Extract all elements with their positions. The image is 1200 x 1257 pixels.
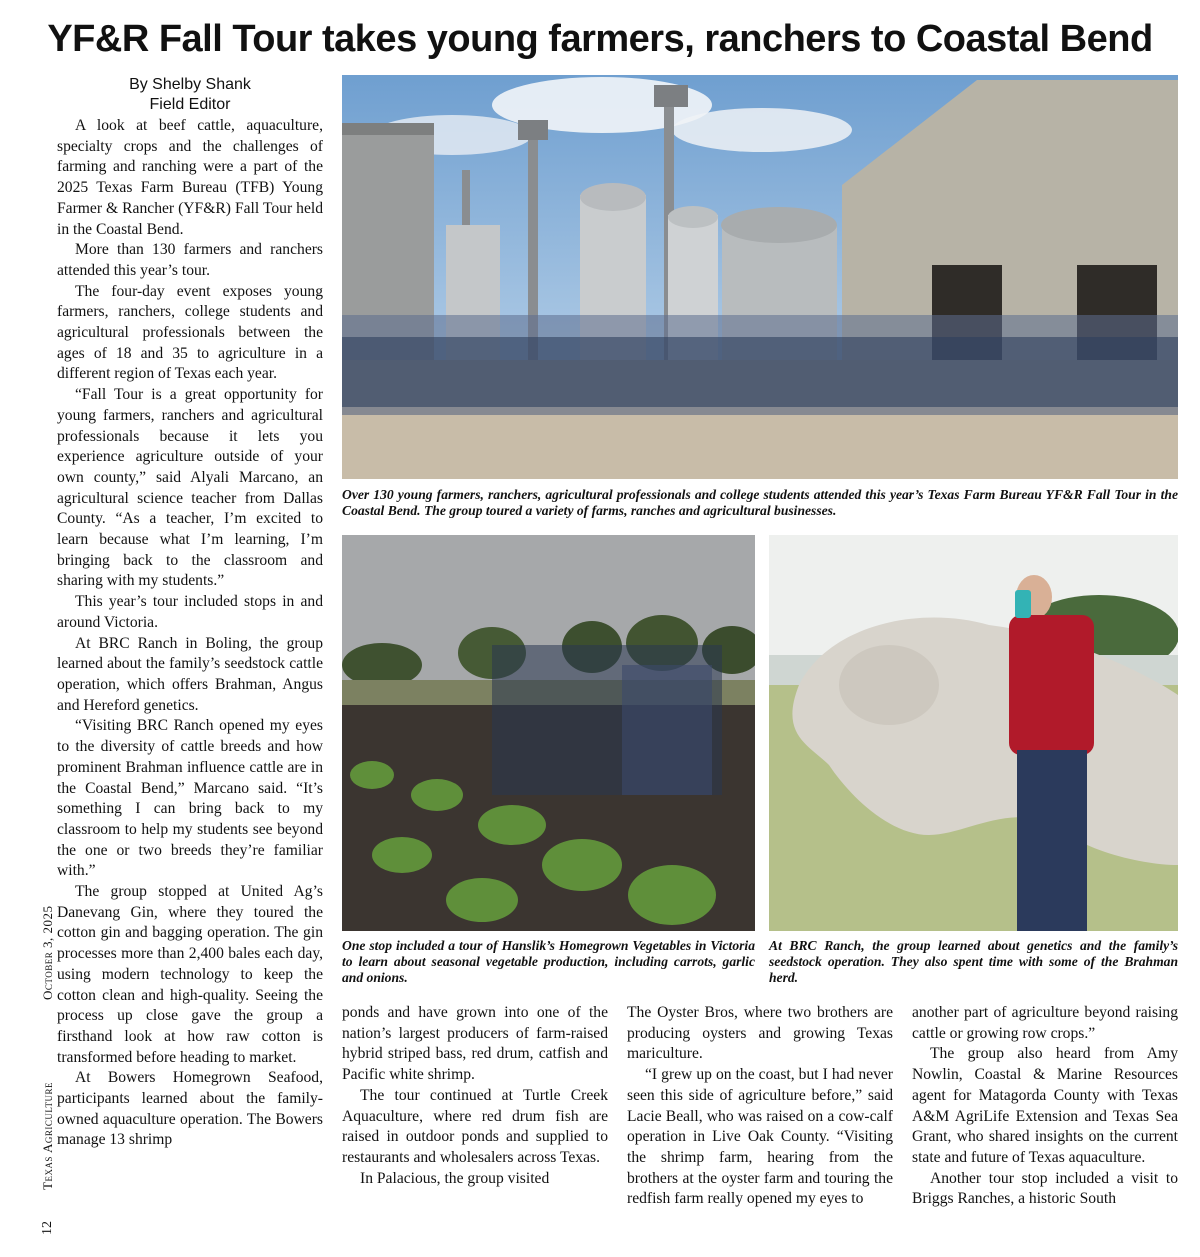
paragraph: The Oyster Bros, where two brothers are producing oysters and growing Texas mariculture. [627,1004,893,1063]
paragraph: “Fall Tour is a great opportunity for young farmers, ranchers and agricultural professionals because it lets you experience agriculture outside of your own county,” said Alyali Marcano, an agricultural science teacher from Dallas County. “As a teacher, I’m excited to learn because what I’m learning, I’m bringing back to the classroom and sharing with my students.” [57,386,323,590]
article-column-4 [912,1003,1178,1231]
vegetable-photo-caption: One stop included a tour of Hanslik’s Homegrown Vegetables in Victoria to learn about seasonal vegetable production, including carrots, garlic and onions. [342,938,755,985]
page-folio [40,900,56,1235]
paragraph: At Bowers Homegrown Seafood, participants learned about the family-owned aquaculture operation. The Bowers manage 13 shrimp [57,1069,323,1149]
paragraph: At BRC Ranch in Boling, the group learned about the family’s seedstock cattle operation, which offers Brahman, Angus and Hereford genetics. [57,634,323,714]
paragraph: The group also heard from Amy Nowlin, Coastal & Marine Resources agent for Matagorda County with Texas A&M AgriLife Extension and Texas Sea Grant, who shared insights on the current state and future of Texas aquaculture. [912,1045,1178,1166]
article-headline: YF&R Fall Tour takes young farmers, ranchers to Coastal Bend [47,18,1153,60]
vegetable-field-photo [342,535,755,931]
paragraph: Another tour stop included a visit to Briggs Ranches, a historic South [912,1169,1178,1208]
page-number: 12 [40,1221,55,1235]
paragraph: The tour continued at Turtle Creek Aquaculture, where red drum fish are raised in outdoor ponds and supplied to restaurants and wholesalers across Texas. [342,1086,608,1166]
paragraph: In Palacious, the group visited [360,1169,550,1187]
paragraph: The four-day event exposes young farmers, ranchers, college students and agricultural professionals between the ages of 18 and 35 to agriculture in a different region of Texas each year. [57,282,323,383]
paragraph: another part of agriculture beyond raising cattle or growing row crops.” [912,1004,1178,1042]
byline [57,75,323,115]
byline-title: Field Editor [149,96,231,113]
paragraph: This year’s tour included stops in and around Victoria. [57,593,323,631]
article-column-2 [342,1003,608,1231]
paragraph: A look at beef cattle, aquaculture, specialty crops and the challenges of farming and ranching were a part of the 2025 Texas Farm Bureau (TFB) Young Farmer & Rancher (YF&R) Fall Tour held in the Coastal Bend. [57,117,323,238]
publication-name: Texas Agriculture [40,1081,55,1190]
paragraph: ponds and have grown into one of the nation’s largest producers of farm-raised hybrid striped bass, red drum, catfish and Pacific white shrimp. [342,1004,608,1084]
paragraph: More than 130 farmers and ranchers attended this year’s tour. [57,241,323,279]
paragraph: “I grew up on the coast, but I had never seen this side of agriculture before,” said Lacie Beall, who was raised on a cow-calf operation in Live Oak County. “Visiting the shrimp farm, hearing from the brothers at the oyster farm and touring the redfish farm really opened my eyes to [627,1066,893,1208]
article-column-1 [57,116,323,1232]
group-photo [342,75,1178,479]
issue-date: October 3, 2025 [40,905,55,1000]
byline-author: By Shelby Shank [129,76,251,93]
article-column-3 [627,1003,893,1231]
paragraph: The group stopped at United Ag’s Danevang Gin, where they toured the cotton gin and bagging operation. The gin processes more than 2,400 bales each day, using modern technology to keep the cotton clean and high-quality. Seeing the process up close gave the group a firsthand look at how raw cotton is transformed before heading to market. [57,883,323,1066]
paragraph: “Visiting BRC Ranch opened my eyes to the diversity of cattle breeds and how prominent Brahman influence cattle are in the Coastal Bend,” Marcano said. “It’s something I can bring back to my classroom to help my students see beyond the one or two breeds they’re familiar with.” [57,717,323,880]
group-photo-caption: Over 130 young farmers, ranchers, agricultural professionals and college students attended this year’s Texas Farm Bureau YF&R Fall Tour in the Coastal Bend. The group toured a variety of farms, ranches and agricultural businesses. [342,487,1178,518]
brahman-ranch-photo [769,535,1178,931]
ranch-photo-caption: At BRC Ranch, the group learned about genetics and the family’s seedstock operation. They also spent time with some of the Brahman herd. [769,938,1178,985]
